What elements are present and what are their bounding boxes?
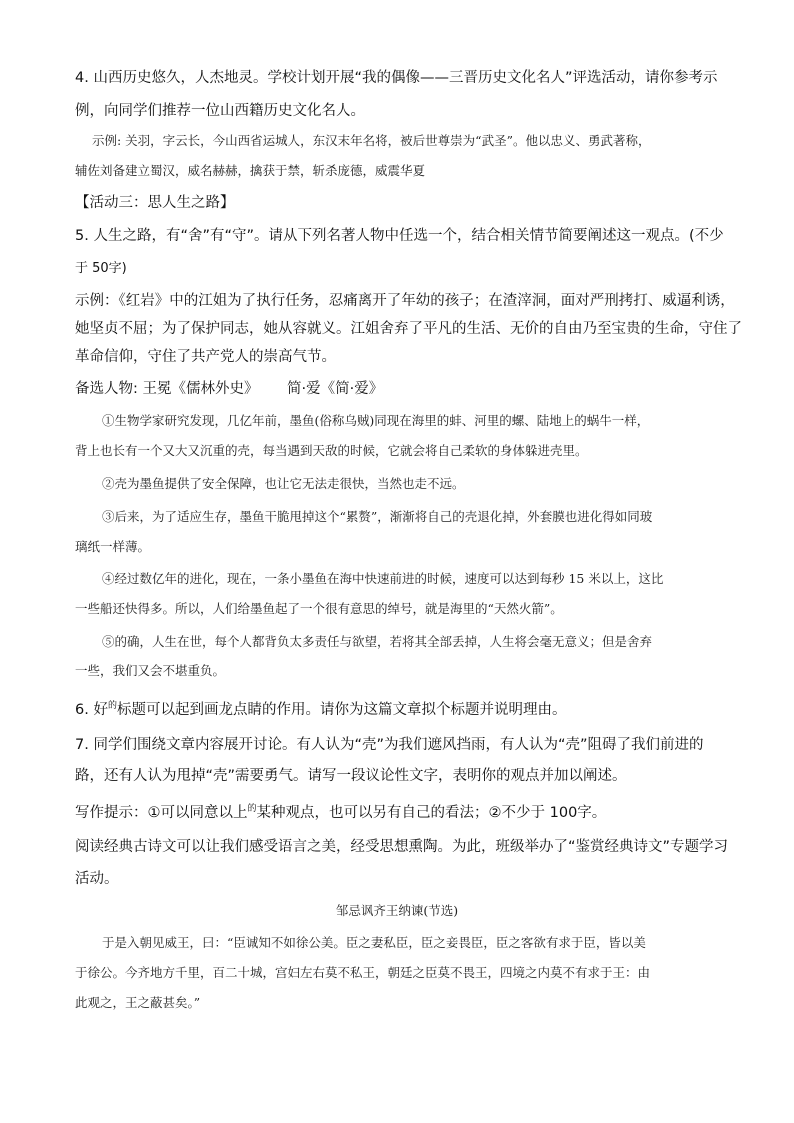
q6-text: 标题可以起到画龙点睛的作用。请你为这篇文章拟个标题并说明理由。 [116,702,567,718]
classic-text-line-3: 此观之，王之蔽甚矣。” [75,995,201,1010]
q5-example-line-1: 示例：《红岩》中的江姐为了执行任务，忍痛离开了年幼的孩子；在渣滓洞，面对严刑拷打、威逼利诱， [75,293,735,309]
q7-hint-rest: 某种观点，也可以另有自己的看法；②不少于 100字。 [256,805,607,821]
passage-para-4-line-2: 一些船还快得多。所以，人们给墨鱼起了一个很有意思的绰号，就是海里的“天然火箭”。 [75,601,563,616]
q6-superscript: 的 [107,701,117,711]
q5-line-2: 于 50字) [75,261,127,276]
q7-line-1: 7. 同学们围绕文章内容展开讨论。有人认为“壳”为我们遮风挡雨，有人认为“壳”阻碍了我们前进的 [75,737,704,753]
classic-text-line-2: 于徐公。今齐地方千里，百二十城，宫妇左右莫不私王，朝廷之臣莫不畏王，四境之内莫不有求于王：由 [75,965,651,980]
q4-line-1: 4. 山西历史悠久，人杰地灵。学校计划开展“我的偶像——三晋历史文化名人”评选活动，请你参考示 [75,70,718,86]
intro-line-1: 阅读经典古诗文可以让我们感受语言之美，经受思想熏陶。为此，班级举办了“鉴赏经典诗文”专题学习 [75,839,729,855]
passage-para-4-line-1: ④经过数亿年的进化，现在，一条小墨鱼在海中快速前进的时候，速度可以达到每秒 15 米以上，这比 [102,571,664,586]
q7-writing-hint [75,801,606,822]
q7-hint-superscript: 的 [247,804,257,814]
q4-line-2: 例，向同学们推荐一位山西籍历史文化名人。 [75,103,365,119]
q4-example-line-1: 示例: 关羽，字云长，今山西省运城人，东汉末年名将，被后世尊崇为“武圣”。他以忠义、勇武著称， [92,133,651,148]
passage-para-3-line-2: 璃纸一样薄。 [75,539,151,554]
q5-example-line-3: 革命信仰，守住了共产党人的崇高气节。 [75,349,336,365]
intro-line-2: 活动。 [75,871,119,887]
q5-example-line-2: 她坚贞不屈；为了保护同志，她从容就义。江姐舍弃了平凡的生活、无价的自由乃至宝贵的生命，守住了 [75,321,742,337]
q7-line-2: 路，还有人认为甩掉“壳”需要勇气。请写一段议论性文字，表明你的观点并加以阐述。 [75,768,627,784]
passage-para-2: ②壳为墨鱼提供了安全保障，也让它无法走很快，当然也走不远。 [102,476,465,491]
q5-candidate-jane-eyre: 简·爱《简·爱》 [287,381,384,397]
passage-para-3-line-1: ③后来，为了适应生存，墨鱼干脆甩掉这个“累赘”，渐渐将自己的壳退化掉，外套膜也进化得如同玻 [102,509,653,524]
passage-para-1-line-1: ①生物学家研究发现，几亿年前，墨鱼(俗称乌贼)同现在海里的蚌、河里的螺、陆地上的蜗牛一样， [102,413,650,428]
activity-three-heading: 【活动三：思人生之路】 [75,195,235,211]
q7-hint-lead: 写作提示：①可以同意以上 [75,805,248,821]
classic-text-title: 邹忌讽齐王纳谏(节选) [335,903,459,918]
passage-para-5-line-2: 一些，我们又会不堪重负。 [75,663,226,678]
q6-question [75,698,566,719]
q4-example-line-2: 辅佐刘备建立蜀汉，威名赫赫，擒获于禁，斩杀庞德，威震华夏 [75,163,426,178]
classic-text-line-1: 于是入朝见威王，曰：“臣诚知不如徐公美。臣之妻私臣，臣之妾畏臣，臣之客欲有求于臣，皆以美 [102,935,646,950]
q5-line-1: 5. 人生之路，有“舍”有“守”。请从下列名著人物中任选一个，结合相关情节简要阐述这一观点。(不少 [75,228,724,244]
passage-para-1-line-2: 背上也长有一个又大又沉重的壳，每当遇到天敌的时候，它就会将自己柔软的身体躲进壳里。 [75,443,588,458]
q5-candidates-label: 备选人物: 王冕《儒林外史》 [75,381,259,397]
q6-number: 6. 好 [75,702,108,718]
passage-para-5-line-1: ⑤的确，人生在世，每个人都背负太多责任与欲望，若将其全部丢掉，人生将会毫无意义；但是舍弃 [102,634,653,649]
